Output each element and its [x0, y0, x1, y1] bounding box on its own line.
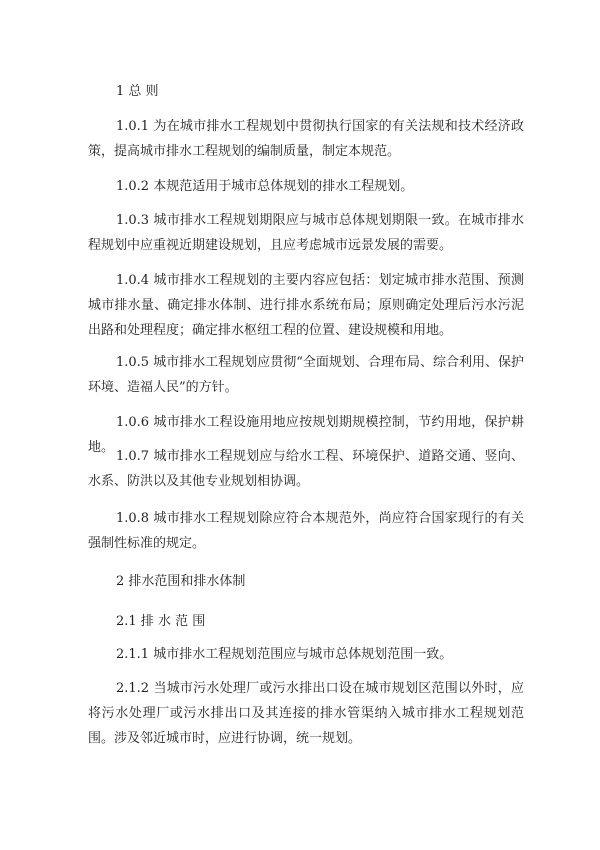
clause-1-0-3: 1.0.3 城市排水工程规划期限应与城市总体规划期限一致。在城市排水程规划中应重视近期建设规划，且应考虑城市远景发展的需要。 [88, 213, 524, 253]
section-heading-2: 2 排水范围和排水体制 [116, 574, 246, 589]
section-heading-1: 1 总 则 [116, 84, 159, 99]
clause-2-1-1: 2.1.1 城市排水工程规划范围应与城市总体规划范围一致。 [116, 647, 453, 662]
section-heading-2-1: 2.1 排 水 范 围 [116, 614, 206, 629]
clause-1-0-6: 1.0.6 城市排水工程设施用地应按规划期规模控制，节约用地，保护耕地。 [88, 415, 524, 455]
clause-1-0-1: 1.0.1 为在城市排水工程规划中贯彻执行国家的有关法规和技术经济政策，提高城市排水工程规划的编制质量，制定本规范。 [88, 119, 524, 159]
clause-1-0-4: 1.0.4 城市排水工程规划的主要内容应包括：划定城市排水范围、预测城市排水量、确定排水体制、进行排水系统布局；原则确定处理后污水污泥出路和处理程度；确定排水枢纽工程的位置、建设规模和用地。 [88, 273, 524, 338]
clause-1-0-2: 1.0.2 本规范适用于城市总体规划的排水工程规划。 [116, 179, 414, 194]
clause-1-0-5: 1.0.5 城市排水工程规划应贯彻“全面规划、合理布局、综合利用、保护环境、造福人民”的方针。 [88, 355, 524, 395]
clause-2-1-2: 2.1.2 当城市污水处理厂或污水排出口设在城市规划区范围以外时，应将污水处理厂或污水排出口及其连接的排水管渠纳入城市排水工程规划范围。涉及邻近城市时，应进行协调，统一规划。 [88, 681, 524, 746]
clause-1-0-7: 1.0.7 城市排水工程规划应与给水工程、环境保护、道路交通、竖向、水系、防洪以及其他专业规划相协调。 [88, 449, 524, 489]
clause-1-0-8: 1.0.8 城市排水工程规划除应符合本规范外，尚应符合国家现行的有关强制性标准的规定。 [88, 511, 524, 551]
